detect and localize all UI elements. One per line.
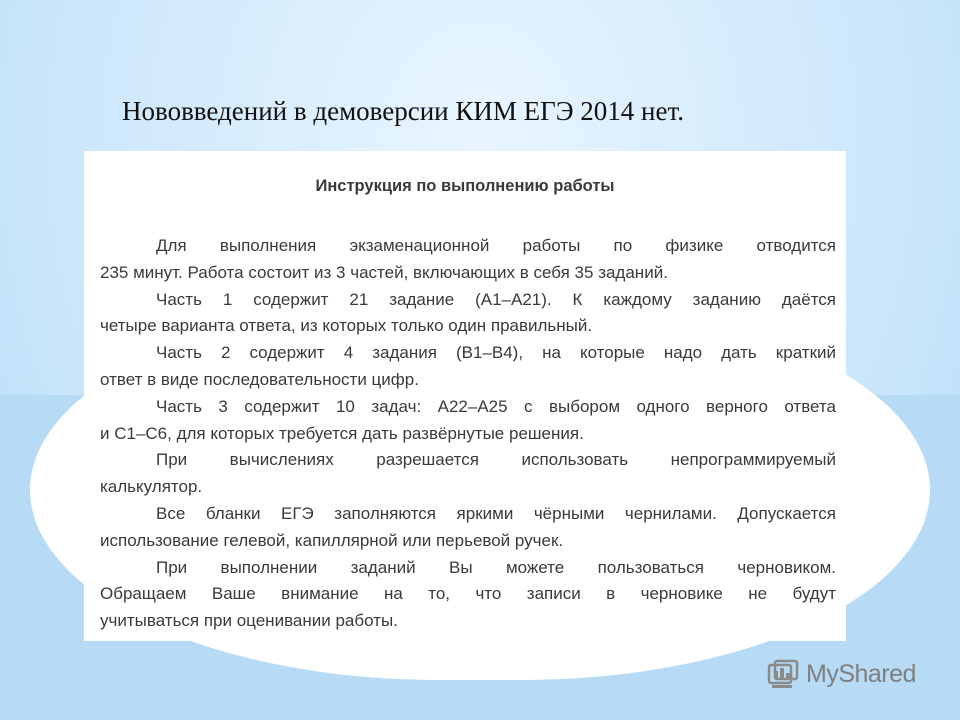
document-line: калькулятор. — [100, 477, 203, 497]
myshared-watermark — [766, 654, 916, 694]
document-line: 235 минут. Работа состоит из 3 частей, включающих в себя 35 заданий. — [100, 262, 668, 282]
document-line: четыре варианта ответа, из которых только один правильный. — [100, 316, 593, 336]
myshared-brand-text: MyShared — [806, 659, 916, 688]
myshared-logo-icon — [766, 657, 800, 691]
document-heading: Инструкция по выполнению работы — [315, 177, 615, 195]
document-line: Часть 1 содержит 21 задание (А1–А21). К каждому заданию даётся — [156, 289, 836, 309]
document-body — [100, 233, 836, 635]
document-line: При выполнении заданий Вы можете пользоваться черновиком. — [156, 557, 836, 577]
document-line: Часть 2 содержит 4 задания (В1–В4), на которые надо дать краткий — [156, 343, 836, 363]
document-line: учитываться при оценивании работы. — [100, 611, 398, 631]
document-line: При вычислениях разрешается использовать непрограммируемый — [156, 450, 836, 470]
document-line: Для выполнения экзаменационной работы по физике отводится — [156, 236, 836, 255]
document-line: ответ в виде последовательности цифр. — [100, 369, 419, 389]
document-line: и С1–С6, для которых требуется дать развёрнутые решения. — [100, 423, 584, 443]
document-line: Обращаем Ваше внимание на то, что записи в черновике не будут — [100, 584, 836, 604]
document-scan — [84, 151, 846, 641]
document-line: Часть 3 содержит 10 задач: А22–А25 с выбором одного верного ответа — [156, 396, 836, 416]
slide-title: Нововведений в демоверсии КИМ ЕГЭ 2014 нет. — [122, 96, 685, 126]
document-line: Все бланки ЕГЭ заполняются яркими чёрными чернилами. Допускается — [156, 503, 836, 523]
document-line: использование гелевой, капиллярной или перьевой ручек. — [100, 530, 564, 550]
